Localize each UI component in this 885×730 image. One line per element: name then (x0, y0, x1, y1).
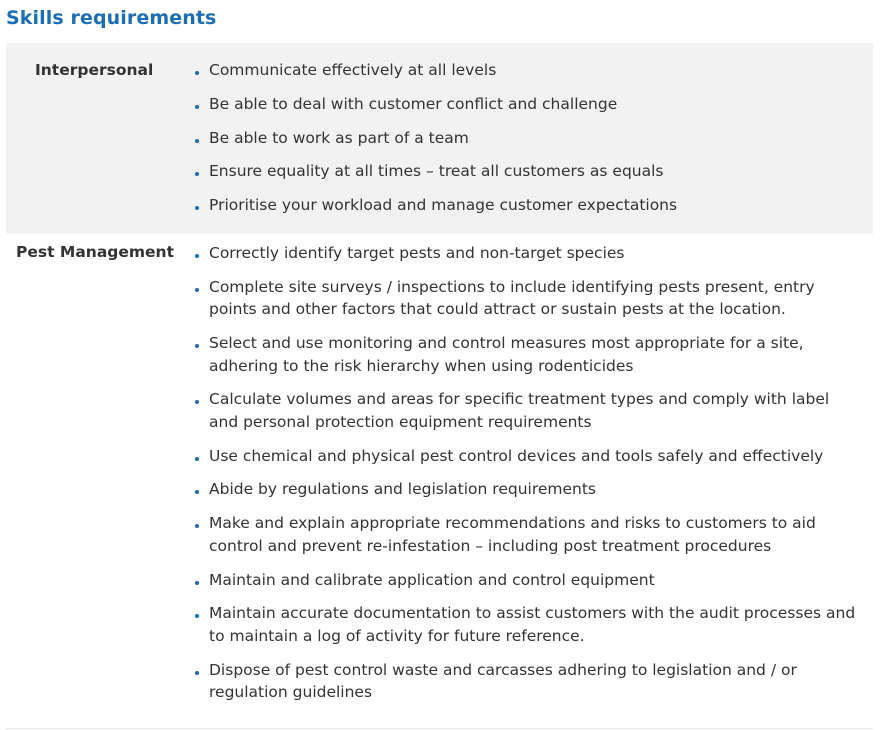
list-item: Correctly identify target pests and non-target species (193, 242, 863, 265)
skills-table (6, 43, 873, 729)
list-item: Select and use monitoring and control measures most appropriate for a site, adhering to the risk hierarchy when using rodenticides (193, 332, 863, 377)
row-label: Pest Management (16, 243, 174, 261)
list-item: Make and explain appropriate recommendations and risks to customers to aid control and prevent re-infestation – including post treatment procedures (193, 512, 863, 557)
page-title: Skills requirements (6, 7, 217, 29)
skills-row-interpersonal (6, 43, 873, 234)
list-item: Abide by regulations and legislation requirements (193, 478, 863, 501)
list-item: Calculate volumes and areas for specific treatment types and comply with label and personal protection equipment requirements (193, 388, 863, 433)
list-item: Use chemical and physical pest control devices and tools safely and effectively (193, 445, 863, 468)
bullet-list (193, 242, 863, 715)
list-item: Maintain accurate documentation to assist customers with the audit processes and to maintain a log of activity for future reference. (193, 602, 863, 647)
list-item: Maintain and calibrate application and control equipment (193, 569, 863, 592)
list-item: Communicate effectively at all levels (193, 59, 863, 82)
row-label: Interpersonal (35, 61, 154, 79)
list-item: Ensure equality at all times – treat all customers as equals (193, 160, 863, 183)
list-item: Prioritise your workload and manage customer expectations (193, 194, 863, 217)
list-item: Be able to work as part of a team (193, 127, 863, 150)
bullet-list (193, 59, 863, 228)
skills-row-pest-management (6, 234, 873, 729)
list-item: Be able to deal with customer conflict and challenge (193, 93, 863, 116)
list-item: Complete site surveys / inspections to include identifying pests present, entry points and other factors that could attract or sustain pests at the location. (193, 276, 863, 321)
list-item: Dispose of pest control waste and carcasses adhering to legislation and / or regulation guidelines (193, 659, 863, 704)
